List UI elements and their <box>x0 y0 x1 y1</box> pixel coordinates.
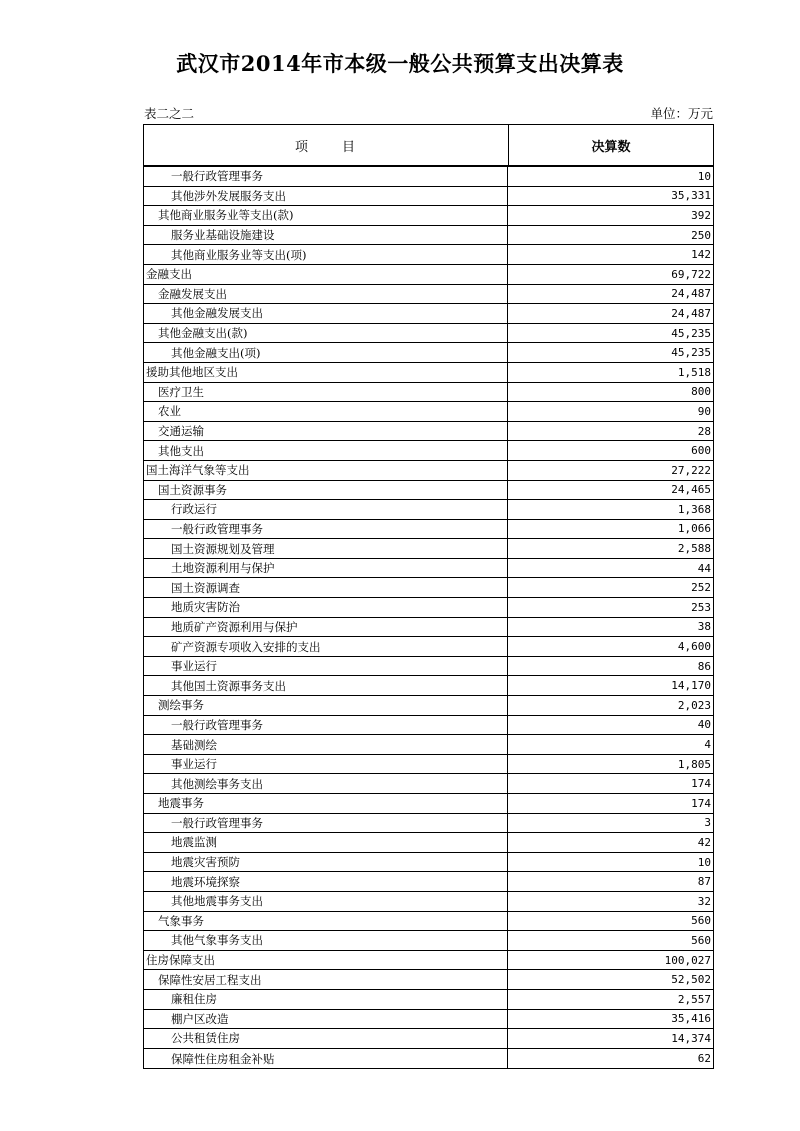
row-name: 一般行政管理事务 <box>144 814 508 833</box>
table-row <box>144 814 713 834</box>
table-row <box>144 422 713 442</box>
table-row <box>144 383 713 403</box>
row-value: 4,600 <box>677 640 711 654</box>
row-value: 10 <box>697 855 711 869</box>
row-name: 地震环境探察 <box>144 872 508 891</box>
row-value: 800 <box>691 385 711 399</box>
row-value: 45,235 <box>671 326 711 340</box>
row-name: 交通运输 <box>144 422 508 441</box>
row-name: 事业运行 <box>144 755 508 774</box>
row-name: 一般行政管理事务 <box>144 520 508 539</box>
unit-label: 单位：万元 <box>650 106 713 121</box>
header-item <box>144 125 509 165</box>
row-value: 174 <box>691 796 711 810</box>
table-row <box>144 912 713 932</box>
row-value: 174 <box>691 777 711 791</box>
table-row <box>144 872 713 892</box>
table-row <box>144 657 713 677</box>
row-name: 地质灾害防治 <box>144 598 508 617</box>
row-value: 44 <box>697 561 711 575</box>
row-name: 地质矿产资源利用与保护 <box>144 618 508 637</box>
table-row <box>144 167 713 187</box>
row-value: 28 <box>697 424 711 438</box>
row-value: 560 <box>691 914 711 928</box>
row-name: 公共租赁住房 <box>144 1029 508 1048</box>
table-row <box>144 363 713 383</box>
row-name: 住房保障支出 <box>144 951 508 970</box>
table-row <box>144 853 713 873</box>
table-row <box>144 324 713 344</box>
row-value: 14,374 <box>671 1031 711 1045</box>
row-value: 142 <box>691 248 711 262</box>
row-name: 医疗卫生 <box>144 383 508 402</box>
header-amount: 决算数 <box>591 139 631 155</box>
row-name: 其他国土资源事务支出 <box>144 676 508 695</box>
row-name: 国土资源事务 <box>144 481 508 500</box>
row-name: 其他金融支出(款) <box>144 324 508 343</box>
table-row <box>144 833 713 853</box>
table-row <box>144 716 713 736</box>
row-value: 90 <box>697 404 711 418</box>
table-row <box>144 696 713 716</box>
row-name: 测绘事务 <box>144 696 508 715</box>
row-value: 3 <box>704 816 711 830</box>
table-row <box>144 1010 713 1030</box>
table-row <box>144 1029 713 1049</box>
table-row <box>144 559 713 579</box>
table-row <box>144 598 713 618</box>
row-value: 40 <box>697 718 711 732</box>
row-value: 1,368 <box>677 502 711 516</box>
row-name: 援助其他地区支出 <box>144 363 508 382</box>
table-row <box>144 441 713 461</box>
row-name: 矿产资源专项收入安排的支出 <box>144 637 508 656</box>
table-row <box>144 578 713 598</box>
row-value: 2,557 <box>677 992 711 1006</box>
header-item-b: 目 <box>342 139 358 155</box>
table-row <box>144 343 713 363</box>
row-value: 24,487 <box>671 287 711 301</box>
table-row <box>144 931 713 951</box>
row-name: 金融发展支出 <box>144 285 508 304</box>
row-value: 45,235 <box>671 346 711 360</box>
row-value: 560 <box>691 933 711 947</box>
table-row <box>144 285 713 305</box>
row-name: 保障性住房租金补贴 <box>144 1049 508 1069</box>
row-value: 87 <box>697 875 711 889</box>
row-value: 24,465 <box>671 483 711 497</box>
table-row <box>144 500 713 520</box>
table-row <box>144 676 713 696</box>
table-row <box>144 539 713 559</box>
row-name: 其他涉外发展服务支出 <box>144 187 508 206</box>
row-name: 一般行政管理事务 <box>144 716 508 735</box>
table-row <box>144 520 713 540</box>
table-row <box>144 226 713 246</box>
table-row <box>144 990 713 1010</box>
row-value: 24,487 <box>671 306 711 320</box>
table-row <box>144 637 713 657</box>
row-value: 10 <box>697 169 711 183</box>
row-name: 事业运行 <box>144 657 508 676</box>
table-row <box>144 187 713 207</box>
row-value: 1,518 <box>677 365 711 379</box>
table-number: 表二之二 <box>144 106 195 121</box>
row-value: 2,588 <box>677 542 711 556</box>
row-name: 土地资源利用与保护 <box>144 559 508 578</box>
table-row <box>144 735 713 755</box>
row-name: 金融支出 <box>144 265 508 284</box>
row-value: 35,416 <box>671 1012 711 1026</box>
row-name: 廉租住房 <box>144 990 508 1009</box>
row-name: 其他测绘事务支出 <box>144 774 508 793</box>
table-row <box>144 892 713 912</box>
row-name: 地震灾害预防 <box>144 853 508 872</box>
row-name: 其他商业服务业等支出(款) <box>144 206 508 225</box>
table-row <box>144 461 713 481</box>
row-name: 国土资源规划及管理 <box>144 539 508 558</box>
table-row <box>144 265 713 285</box>
row-name: 服务业基础设施建设 <box>144 226 508 245</box>
page-title: 武汉市2014年市本级一般公共预算支出决算表 <box>176 51 624 76</box>
row-name: 行政运行 <box>144 500 508 519</box>
row-value: 14,170 <box>671 679 711 693</box>
table-row <box>144 206 713 226</box>
table-row <box>144 304 713 324</box>
row-value: 69,722 <box>671 267 711 281</box>
row-name: 国土资源调查 <box>144 578 508 597</box>
table-row <box>144 755 713 775</box>
row-value: 42 <box>697 835 711 849</box>
budget-table <box>143 124 714 1069</box>
row-value: 86 <box>697 659 711 673</box>
row-value: 52,502 <box>671 973 711 987</box>
table-header <box>144 125 713 167</box>
table-row <box>144 774 713 794</box>
row-value: 1,066 <box>677 522 711 536</box>
table-row <box>144 618 713 638</box>
table-row <box>144 951 713 971</box>
row-value: 27,222 <box>671 463 711 477</box>
row-value: 32 <box>697 894 711 908</box>
row-name: 气象事务 <box>144 912 508 931</box>
row-value: 600 <box>691 444 711 458</box>
row-value: 35,331 <box>671 189 711 203</box>
row-name: 其他金融发展支出 <box>144 304 508 323</box>
row-value: 62 <box>697 1052 711 1066</box>
row-value: 253 <box>691 600 711 614</box>
row-value: 250 <box>691 228 711 242</box>
row-value: 2,023 <box>677 698 711 712</box>
row-name: 其他气象事务支出 <box>144 931 508 950</box>
row-value: 100,027 <box>664 953 711 967</box>
header-item-a: 项 <box>294 139 310 155</box>
row-name: 其他地震事务支出 <box>144 892 508 911</box>
row-value: 252 <box>691 581 711 595</box>
row-value: 1,805 <box>677 757 711 771</box>
row-value: 38 <box>697 620 711 634</box>
row-name: 一般行政管理事务 <box>144 167 508 186</box>
row-value: 392 <box>691 208 711 222</box>
row-name: 棚户区改造 <box>144 1010 508 1029</box>
table-row <box>144 481 713 501</box>
table-row <box>144 794 713 814</box>
row-name: 其他支出 <box>144 441 508 460</box>
row-name: 地震监测 <box>144 833 508 852</box>
table-row <box>144 402 713 422</box>
table-row <box>144 1049 713 1069</box>
row-name: 基础测绘 <box>144 735 508 754</box>
row-name: 国土海洋气象等支出 <box>144 461 508 480</box>
row-name: 地震事务 <box>144 794 508 813</box>
table-row <box>144 245 713 265</box>
row-value: 4 <box>704 738 711 752</box>
row-name: 农业 <box>144 402 508 421</box>
row-name: 其他金融支出(项) <box>144 343 508 362</box>
row-name: 保障性安居工程支出 <box>144 970 508 989</box>
row-name: 其他商业服务业等支出(项) <box>144 245 508 264</box>
table-body <box>144 167 713 1068</box>
table-row <box>144 970 713 990</box>
